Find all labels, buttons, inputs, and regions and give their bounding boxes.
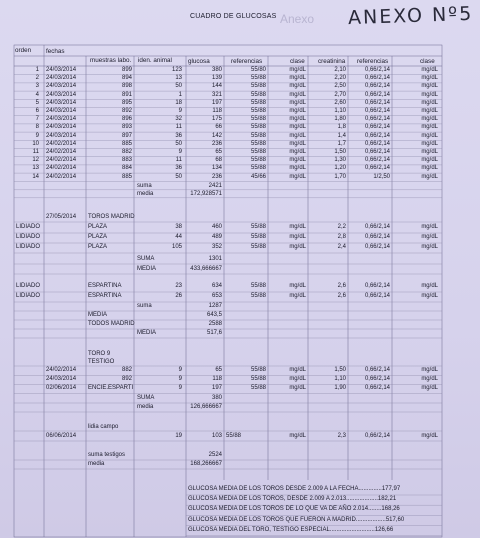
row-iden: 50 <box>175 173 182 180</box>
lidia-glucosa: 103 <box>211 433 222 439</box>
row-ref: 55/88 <box>250 83 266 90</box>
madrid-b: PLAZA <box>88 224 108 230</box>
madrid-clase: mg/dL <box>289 234 306 240</box>
row-ref2: 0,66/2,14 <box>364 140 390 147</box>
footer-line: GLUCOSA MEDIA DE LOS TOROS QUE FUERON A MADRID..................517,60 <box>188 516 405 523</box>
media-value: 172,928571 <box>190 190 222 197</box>
header-clase: clase <box>290 58 305 65</box>
esp-media-label: MEDIA <box>88 312 108 318</box>
row-creat: 2,10 <box>334 67 346 73</box>
row-ref2: 0,66/2,14 <box>364 149 390 155</box>
row-muestra: 899 <box>121 67 132 73</box>
row-fecha: 24/03/2014 <box>46 132 77 139</box>
row-muestra: 894 <box>121 75 132 82</box>
row-orden: 4 <box>35 91 39 98</box>
testigo-creat: 1,10 <box>334 376 346 382</box>
esp-a: LIDIADO <box>16 293 41 299</box>
row-muestra: 884 <box>121 165 132 172</box>
lidia-creat: 2,3 <box>337 433 346 439</box>
row-clase: mg/dL <box>289 91 306 98</box>
row-muestra: 885 <box>121 140 132 147</box>
row-creat: 1,10 <box>334 108 346 114</box>
header-orden: orden <box>15 47 32 54</box>
testigo-clase2: mg/dL <box>421 367 438 373</box>
header-glucosa: glucosa <box>188 58 210 65</box>
testigo-muestra: 892 <box>121 376 132 382</box>
esp-clase2: mg/dL <box>421 283 438 289</box>
row-glucosa: 66 <box>215 124 222 131</box>
testigo-clase2: mg/dL <box>421 376 438 382</box>
row-clase2: mg/dL <box>421 140 438 147</box>
row-glucosa: 65 <box>215 149 222 155</box>
row-iden: 9 <box>178 149 182 155</box>
testigo-clase2: mg/dL <box>421 385 438 391</box>
row-glucosa: 197 <box>211 99 222 106</box>
esp-clase: mg/dL <box>289 283 306 289</box>
row-orden: 8 <box>35 124 39 131</box>
row-ref2: 0,66/2,14 <box>364 83 390 90</box>
esp-suma: 1287 <box>208 303 222 309</box>
row-creat: 1,8 <box>337 124 346 131</box>
row-ref2: 0,66/2,14 <box>364 157 390 164</box>
testigo-fecha: 24/03/2014 <box>46 376 77 382</box>
madrid-clase: mg/dL <box>289 224 306 230</box>
esp-ref: 55/88 <box>250 293 266 299</box>
row-ref: 55/88 <box>250 116 266 123</box>
row-fecha: 24/03/2014 <box>46 75 77 82</box>
row-ref: 45/66 <box>250 173 266 180</box>
row-creat: 1,30 <box>334 157 346 164</box>
testigo-fecha: 02/06/2014 <box>46 385 77 391</box>
madrid-iden: 105 <box>171 244 182 250</box>
madrid-clase2: mg/dL <box>421 244 438 250</box>
row-muestra: 897 <box>121 132 132 139</box>
row-ref: 55/88 <box>250 149 266 155</box>
row-creat: 1,4 <box>337 132 346 139</box>
testigo-clase: mg/dL <box>289 385 306 391</box>
madrid-title: TOROS MADRID <box>88 214 135 220</box>
row-clase: mg/dL <box>289 173 306 180</box>
row-ref: 55/88 <box>250 91 266 98</box>
row-ref: 55/88 <box>250 99 266 106</box>
row-creat: 1,20 <box>334 165 346 172</box>
row-iden: 50 <box>175 83 182 90</box>
row-clase: mg/dL <box>289 140 306 147</box>
row-glucosa: 175 <box>211 116 222 123</box>
row-clase: mg/dL <box>289 99 306 106</box>
row-ref2: 0,66/2,14 <box>364 108 390 114</box>
esp-b: ESPARTINA <box>88 293 122 299</box>
esp-ref2: 0,66/2,14 <box>364 293 390 299</box>
testigo-creat: 1,90 <box>334 385 346 391</box>
esp-iden: 26 <box>175 293 182 299</box>
handwritten-annex-label: ANEXO Nº5 <box>347 2 474 30</box>
testigo-glucosa: 65 <box>215 367 222 373</box>
row-orden: 14 <box>32 173 39 180</box>
row-orden: 6 <box>35 108 39 114</box>
footer-line: GLUCOSA MEDIA DE LOS TOROS, DESDE 2.009 A 2.013...................182,21 <box>188 496 397 503</box>
row-clase2: mg/dL <box>421 83 438 90</box>
esp-media2: 517,6 <box>206 330 222 336</box>
madrid-suma-label: SUMA <box>137 256 155 262</box>
row-muestra: 893 <box>121 124 132 131</box>
row-clase2: mg/dL <box>421 67 438 73</box>
row-clase: mg/dL <box>289 67 306 73</box>
row-iden: 36 <box>175 132 182 139</box>
row-ref: 55/88 <box>250 157 266 164</box>
header-iden: iden. animal <box>138 57 172 64</box>
row-clase2: mg/dL <box>421 116 438 123</box>
header-creatinina: creatinina <box>318 58 346 65</box>
testigo-media: 126,666667 <box>190 404 222 410</box>
footer-line: GLUCOSA MEDIA DE LOS TOROS DESDE 2.009 A LA FECHA..............177,97 <box>188 486 401 492</box>
lidia-iden: 19 <box>175 433 182 439</box>
row-glucosa: 68 <box>215 157 222 164</box>
madrid-b: PLAZA <box>88 234 108 240</box>
madrid-creat: 2,4 <box>337 244 346 250</box>
row-clase2: mg/dL <box>421 124 438 131</box>
row-ref2: 0,66/2,14 <box>364 67 390 73</box>
row-iden: 1 <box>178 91 182 98</box>
madrid-glucosa: 489 <box>211 234 222 240</box>
madrid-a: LIDIADO <box>16 244 41 250</box>
esp-suma-label: suma <box>137 303 152 309</box>
row-creat: 2,70 <box>334 91 346 98</box>
row-clase: mg/dL <box>289 75 306 82</box>
esp-creat: 2,6 <box>337 293 346 299</box>
row-creat: 2,50 <box>334 83 346 90</box>
footer-line: GLUCOSA MEDIA DEL TORO, TESTIGO ESPECIAL...........................126,66 <box>188 526 394 533</box>
row-ref: 55/88 <box>250 140 266 147</box>
row-ref: 55/88 <box>250 108 266 114</box>
footer-line: GLUCOSA MEDIA DE LOS TOROS DE LO QUE VA DE AÑO 2.014........168,26 <box>188 506 400 513</box>
esp-b: ESPARTINA <box>88 283 122 289</box>
testigos-media: 168,266667 <box>190 461 222 467</box>
testigos-media-label: media <box>88 461 105 467</box>
testigo-iden: 9 <box>178 367 182 373</box>
testigos-suma-label: suma testigos <box>88 452 126 458</box>
madrid-clase2: mg/dL <box>421 234 438 240</box>
esp-glucosa: 653 <box>211 293 222 299</box>
testigo-ref2: 0,66/2,14 <box>364 367 390 373</box>
row-clase: mg/dL <box>289 165 306 172</box>
esp-todos-label: TODOS MADRID <box>88 321 135 327</box>
row-iden: 32 <box>175 116 182 123</box>
madrid-ref: 55/88 <box>250 234 266 240</box>
testigo-iden: 9 <box>178 385 182 391</box>
row-clase2: mg/dL <box>421 165 438 172</box>
row-clase2: mg/dL <box>421 132 438 139</box>
row-fecha: 24/02/2014 <box>46 173 77 180</box>
row-glucosa: 118 <box>212 108 222 114</box>
row-ref2: 1/2,50 <box>373 173 390 180</box>
row-fecha: 24/02/2014 <box>46 140 77 147</box>
esp-a: LIDIADO <box>16 283 41 289</box>
row-clase2: mg/dL <box>421 75 438 82</box>
testigo-ref2: 0,66/2,14 <box>364 385 390 391</box>
madrid-ref2: 0,66/2,14 <box>364 234 390 240</box>
madrid-glucosa: 460 <box>211 224 222 230</box>
esp-clase: mg/dL <box>289 293 306 299</box>
row-orden: 7 <box>35 116 39 123</box>
row-iden: 9 <box>178 108 182 114</box>
lidia-clase: mg/dL <box>289 433 306 439</box>
media-label: media <box>137 190 154 197</box>
row-muestra: 883 <box>121 157 132 164</box>
row-glucosa: 144 <box>211 83 222 90</box>
row-fecha: 24/03/2014 <box>46 116 77 123</box>
row-orden: 5 <box>35 99 39 106</box>
row-muestra: 898 <box>121 83 132 90</box>
row-orden: 10 <box>32 140 39 147</box>
row-ref2: 0,66/2,14 <box>364 99 390 106</box>
row-iden: 13 <box>175 75 182 82</box>
row-ref2: 0,66/2,14 <box>364 165 390 172</box>
suma-label: suma <box>137 182 152 189</box>
header-muestras: muestras labo. <box>90 57 132 64</box>
madrid-creat: 2,2 <box>337 224 346 230</box>
testigos-suma: 2524 <box>208 452 222 458</box>
row-fecha: 24/02/2014 <box>46 149 77 155</box>
madrid-ref: 55/88 <box>250 244 266 250</box>
lidia-ref: 55/88 <box>226 433 242 439</box>
testigo-suma: 380 <box>211 395 222 401</box>
row-glucosa: 321 <box>211 91 222 98</box>
row-ref: 55/88 <box>250 124 266 131</box>
row-creat: 2,20 <box>334 75 346 82</box>
testigo-creat: 1,50 <box>334 367 346 373</box>
testigo-clase: mg/dL <box>289 367 306 373</box>
row-iden: 11 <box>175 157 182 164</box>
row-ref2: 0,66/2,14 <box>364 132 390 139</box>
row-fecha: 24/02/2014 <box>46 157 77 164</box>
lidia-ref2: 0,66/2,14 <box>364 433 390 439</box>
row-fecha: 24/03/2014 <box>46 108 77 114</box>
page-title: CUADRO DE GLUCOSAS <box>190 13 277 20</box>
row-iden: 18 <box>175 99 182 106</box>
row-glucosa: 142 <box>211 132 222 139</box>
esp-ref2: 0,66/2,14 <box>364 283 390 289</box>
madrid-suma: 1301 <box>208 256 222 262</box>
row-orden: 12 <box>32 157 39 164</box>
row-clase: mg/dL <box>289 83 306 90</box>
testigo-ref: 55/88 <box>250 367 266 373</box>
row-ref2: 0,66/2,14 <box>364 75 390 82</box>
row-ref: 55/88 <box>250 75 266 82</box>
lidia-title: lidia campo <box>88 424 119 430</box>
row-ref: 55/80 <box>250 67 266 73</box>
row-fecha: 24/03/2014 <box>46 91 77 98</box>
esp-todos: 2588 <box>208 321 222 327</box>
row-fecha: 24/03/2014 <box>46 124 77 131</box>
row-muestra: 896 <box>121 116 132 123</box>
row-clase: mg/dL <box>289 116 306 123</box>
row-fecha: 24/03/2014 <box>46 99 77 106</box>
testigo-muestra: 882 <box>121 367 132 373</box>
row-creat: 1,50 <box>334 149 346 155</box>
row-fecha: 24/03/2014 <box>46 83 77 90</box>
row-creat: 1,80 <box>334 116 346 123</box>
row-glucosa: 134 <box>211 165 222 172</box>
testigo-glucosa: 197 <box>211 385 222 391</box>
testigo-title: TORO 9 <box>88 351 111 357</box>
madrid-ref: 55/88 <box>250 224 266 230</box>
madrid-creat: 2,8 <box>337 234 346 240</box>
row-clase2: mg/dL <box>421 99 438 106</box>
row-iden: 11 <box>175 124 182 131</box>
row-muestra: 885 <box>121 173 132 180</box>
row-clase2: mg/dL <box>421 91 438 98</box>
row-orden: 1 <box>35 67 39 73</box>
row-ref: 55/88 <box>250 132 266 139</box>
testigo-clase: mg/dL <box>289 376 306 382</box>
header-fechas: fechas <box>46 48 65 55</box>
row-muestra: 891 <box>121 91 132 98</box>
row-creat: 2,60 <box>334 99 346 106</box>
row-fecha: 24/03/2014 <box>46 67 77 73</box>
row-clase2: mg/dL <box>421 108 438 114</box>
madrid-a: LIDIADO <box>16 234 41 240</box>
row-ref2: 0,66/2,14 <box>364 116 390 123</box>
row-clase2: mg/dL <box>421 173 438 180</box>
madrid-clase2: mg/dL <box>421 224 438 230</box>
esp-glucosa: 634 <box>211 283 222 289</box>
header-referencias-2: referencias <box>357 58 389 65</box>
testigo-subtitle: TESTIGO <box>88 359 115 365</box>
row-clase: mg/dL <box>289 149 306 155</box>
row-clase: mg/dL <box>289 108 306 114</box>
row-fecha: 24/02/2014 <box>46 165 77 172</box>
row-orden: 9 <box>35 132 39 139</box>
madrid-b: PLAZA <box>88 244 108 250</box>
row-orden: 13 <box>32 165 39 172</box>
testigo-ref2: 0,66/2,14 <box>364 376 390 382</box>
row-clase: mg/dL <box>289 124 306 131</box>
row-orden: 2 <box>35 75 39 82</box>
row-glucosa: 139 <box>211 75 222 82</box>
row-orden: 11 <box>32 149 39 155</box>
testigo-fecha: 24/02/2014 <box>46 367 77 373</box>
testigo-muestra: ENCIE.ESPARTI <box>88 385 134 391</box>
row-clase: mg/dL <box>289 157 306 164</box>
row-ref2: 0,66/2,14 <box>364 91 390 98</box>
testigo-media-label: media <box>137 404 154 410</box>
row-ref: 55/88 <box>250 165 266 172</box>
testigo-ref: 55/88 <box>250 376 266 382</box>
row-iden: 50 <box>175 140 182 147</box>
row-clase2: mg/dL <box>421 157 438 164</box>
testigo-iden: 9 <box>178 376 182 382</box>
madrid-media: 433,666667 <box>190 266 222 272</box>
madrid-clase: mg/dL <box>289 244 306 250</box>
row-muestra: 882 <box>121 149 132 155</box>
esp-creat: 2,6 <box>337 283 346 289</box>
header-referencias: referencias <box>231 58 263 65</box>
esp-iden: 23 <box>175 283 182 289</box>
esp-media: 643,5 <box>206 312 222 318</box>
row-creat: 1,7 <box>337 140 346 147</box>
row-iden: 123 <box>171 67 182 73</box>
row-glucosa: 236 <box>211 173 222 180</box>
madrid-iden: 38 <box>175 224 182 230</box>
header-clase-2: clase <box>420 58 435 65</box>
row-ref2: 0,66/2,14 <box>364 124 390 131</box>
row-clase2: mg/dL <box>421 149 438 155</box>
esp-ref: 55/88 <box>250 283 266 289</box>
suma-value: 2421 <box>208 182 222 189</box>
row-orden: 3 <box>35 83 39 90</box>
row-iden: 36 <box>175 165 182 172</box>
testigo-glucosa: 118 <box>212 376 222 382</box>
testigo-suma-label: SUMA <box>137 395 155 401</box>
madrid-iden: 44 <box>175 234 182 240</box>
row-glucosa: 380 <box>211 67 222 73</box>
lidia-fecha: 06/06/2014 <box>46 433 77 439</box>
row-glucosa: 236 <box>211 140 222 147</box>
row-muestra: 892 <box>121 108 132 114</box>
madrid-fecha: 27/05/2014 <box>46 214 77 220</box>
madrid-glucosa: 352 <box>211 244 222 250</box>
row-creat: 1,70 <box>334 173 346 180</box>
esp-clase2: mg/dL <box>421 293 438 299</box>
bleed-through-text: Anexo <box>280 12 315 26</box>
madrid-media-label: MEDIA <box>137 266 157 272</box>
madrid-ref2: 0,66/2,14 <box>364 244 390 250</box>
testigo-ref: 55/88 <box>250 385 266 391</box>
madrid-ref2: 0,66/2,14 <box>364 224 390 230</box>
lidia-clase2: mg/dL <box>421 433 438 439</box>
madrid-a: LIDIADO <box>16 224 41 230</box>
row-clase: mg/dL <box>289 132 306 139</box>
esp-media2-label: MEDIA <box>137 330 157 336</box>
row-muestra: 895 <box>121 99 132 106</box>
